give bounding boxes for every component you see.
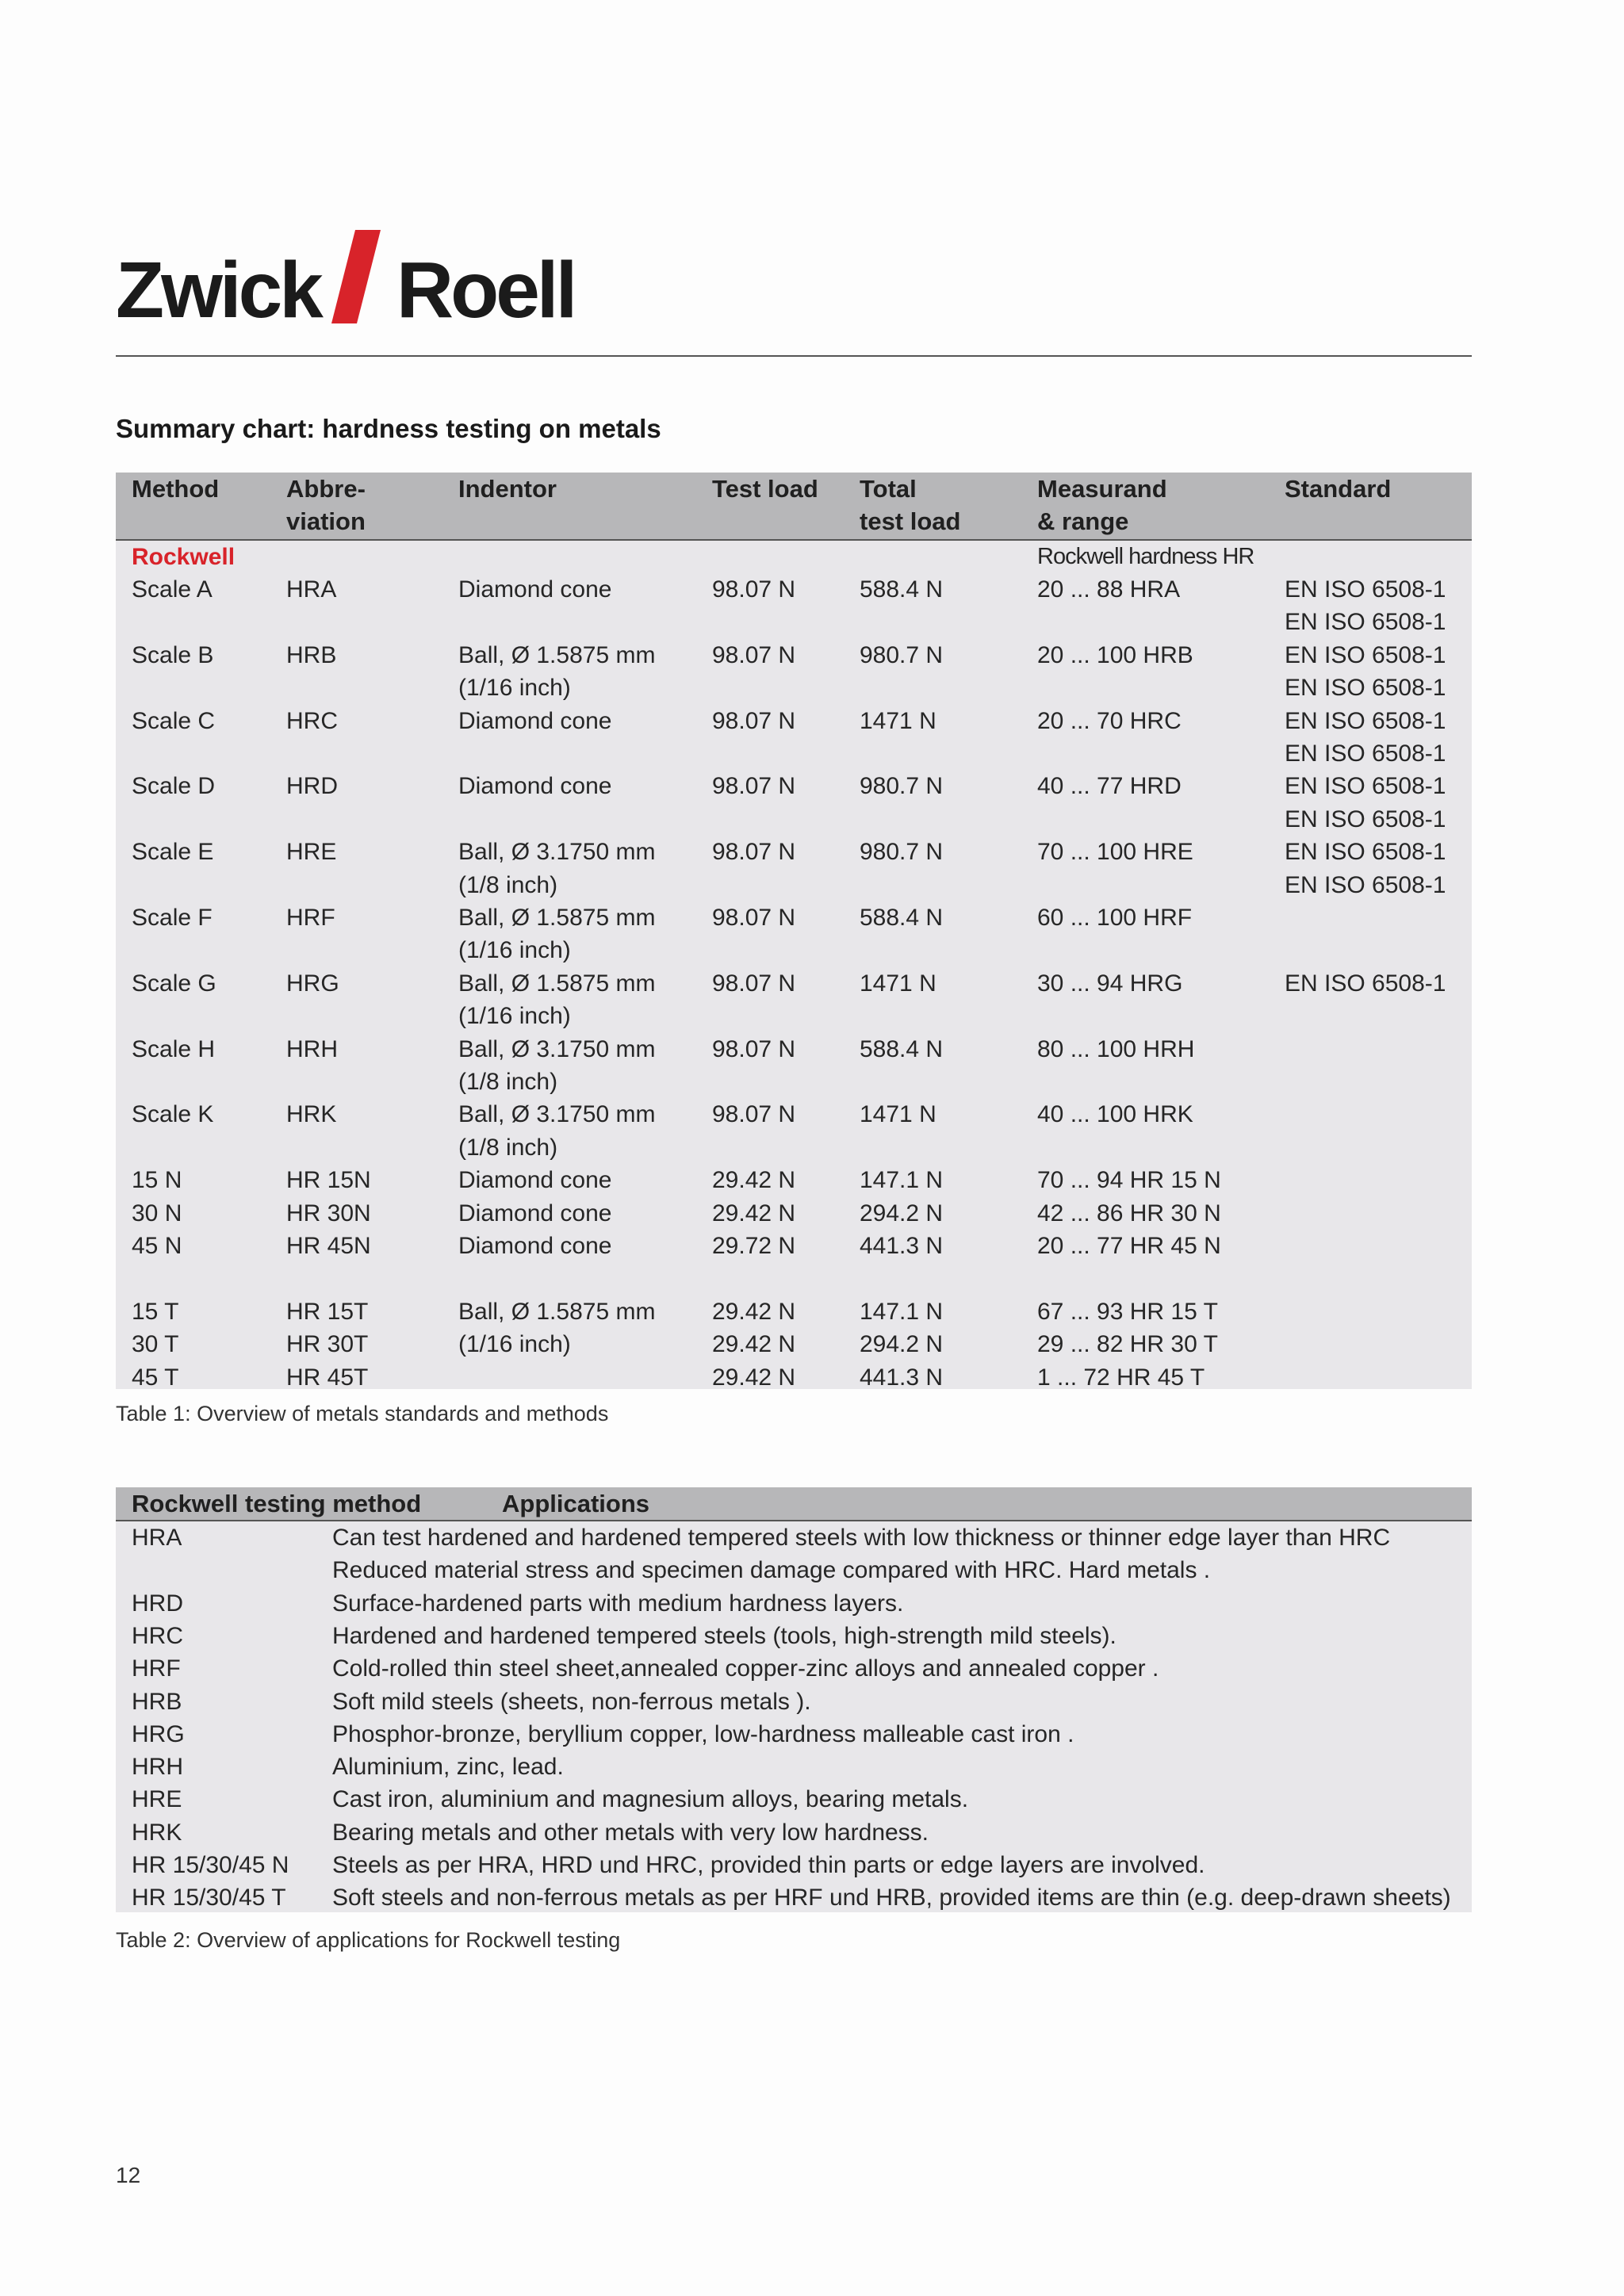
app-row-text: Phosphor-bronze, beryllium copper, low-hardness malleable cast iron . (332, 1720, 1074, 1747)
app-row-method: HR 15/30/45 T (132, 1885, 286, 1911)
row-test-load: 29.42 N (712, 1167, 796, 1194)
row-indentor: Ball, Ø 1.5875 mm (458, 1298, 656, 1325)
row-test-load: 98.07 N (712, 707, 796, 734)
row-total-load: 980.7 N (860, 839, 944, 866)
row-test-load: 29.42 N (712, 1200, 796, 1226)
col-method: Method (132, 475, 220, 503)
app-row-method: HR 15/30/45 N (132, 1852, 289, 1878)
row-range: 20 ... 77 HR 45 N (1037, 1233, 1221, 1259)
row-test-load: 98.07 N (712, 576, 796, 603)
row-indentor: Ball, Ø 1.5875 mm (458, 905, 656, 931)
applications-table-header (116, 1487, 1472, 1521)
row-method: Scale D (132, 773, 216, 800)
brand-slash-icon (320, 227, 396, 330)
row-test-load: 98.07 N (712, 641, 796, 668)
row-method: Scale K (132, 1101, 214, 1128)
row-range: 20 ... 88 HRA (1037, 576, 1181, 603)
hardness-table (116, 473, 1472, 1389)
row-range: 30 ... 94 HRG (1037, 970, 1183, 997)
header-rule (116, 355, 1472, 357)
col-test-load: Test load (712, 475, 818, 503)
row-total-load: 980.7 N (860, 641, 944, 668)
row-method: 30 T (132, 1331, 179, 1358)
table1-caption: Table 1: Overview of metals standards and methods (116, 1402, 609, 1425)
row-method: Scale G (132, 970, 216, 997)
hardness-table-header (116, 473, 1472, 541)
row-indentor: Ball, Ø 1.5875 mm (458, 641, 656, 668)
row-abbreviation: HRA (286, 576, 337, 603)
col-measurand-1: Measurand (1037, 475, 1167, 503)
app-row-text: Bearing metals and other metals with very low hardness. (332, 1819, 929, 1846)
row-test-load: 29.42 N (712, 1298, 796, 1325)
row-abbreviation: HRB (286, 641, 337, 668)
row-abbreviation: HR 15N (286, 1167, 371, 1194)
app-row-method: HRH (132, 1754, 183, 1781)
app-row-text: Soft steels and non-ferrous metals as per HRF und HRB, provided items are thin (e.g. deep-drawn sheets) (332, 1885, 1451, 1911)
app-row-text: Soft mild steels (sheets, non-ferrous metals ). (332, 1688, 811, 1715)
row-total-load: 1471 N (860, 970, 936, 997)
row-total-load: 441.3 N (860, 1233, 944, 1259)
app-row-method: HRD (132, 1590, 183, 1617)
row-abbreviation: HR 30T (286, 1331, 369, 1358)
row-total-load: 147.1 N (860, 1167, 944, 1194)
row-range: 1 ... 72 HR 45 T (1037, 1364, 1205, 1391)
app-row-text: Reduced material stress and specimen damage compared with HRC. Hard metals . (332, 1557, 1211, 1584)
row-abbreviation: HR 30N (286, 1200, 371, 1226)
app-row-text: Cast iron, aluminium and magnesium alloys, bearing metals. (332, 1786, 969, 1813)
row-method: Scale C (132, 707, 216, 734)
row-standard: EN ISO 6508-1 (1285, 576, 1446, 603)
row-standard-2: EN ISO 6508-1 (1285, 675, 1446, 702)
row-total-load: 1471 N (860, 707, 936, 734)
row-standard-2: EN ISO 6508-1 (1285, 609, 1446, 636)
row-range: 80 ... 100 HRH (1037, 1035, 1195, 1062)
row-indentor: Diamond cone (458, 576, 612, 603)
row-abbreviation: HRD (286, 773, 338, 800)
row-test-load: 29.72 N (712, 1233, 796, 1259)
row-range: 60 ... 100 HRF (1037, 905, 1193, 931)
page-number: 12 (116, 2163, 141, 2187)
row-abbreviation: HRK (286, 1101, 337, 1128)
group-measurand: Rockwell hardness HR (1037, 544, 1254, 569)
row-range: 20 ... 70 HRC (1037, 707, 1182, 734)
row-range: 67 ... 93 HR 15 T (1037, 1298, 1218, 1325)
row-method: 15 T (132, 1298, 179, 1325)
row-test-load: 98.07 N (712, 839, 796, 866)
app-row-method: HRG (132, 1720, 185, 1747)
row-abbreviation: HRC (286, 707, 338, 734)
row-test-load: 98.07 N (712, 970, 796, 997)
row-indentor: Diamond cone (458, 707, 612, 734)
row-standard: EN ISO 6508-1 (1285, 839, 1446, 866)
row-method: Scale F (132, 905, 213, 931)
row-range: 70 ... 94 HR 15 N (1037, 1167, 1221, 1194)
row-total-load: 294.2 N (860, 1200, 944, 1226)
row-method: Scale E (132, 839, 214, 866)
row-abbreviation: HR 45T (286, 1364, 369, 1391)
app-row-text: Surface-hardened parts with medium hardness layers. (332, 1590, 904, 1617)
col-indentor: Indentor (458, 475, 557, 503)
brand-logo (116, 227, 575, 335)
row-indentor: Diamond cone (458, 773, 612, 800)
row-abbreviation: HRF (286, 905, 335, 931)
col-measurand-2: & range (1037, 507, 1129, 535)
row-method: 15 N (132, 1167, 182, 1194)
app-row-method: HRF (132, 1655, 181, 1682)
col-total-1: Total (860, 475, 917, 503)
row-abbreviation: HRG (286, 970, 339, 997)
row-test-load: 98.07 N (712, 905, 796, 931)
row-total-load: 294.2 N (860, 1331, 944, 1358)
row-range: 40 ... 100 HRK (1037, 1101, 1193, 1128)
row-method: 45 N (132, 1233, 182, 1259)
app-row-method: HRA (132, 1525, 182, 1551)
row-test-load: 98.07 N (712, 1035, 796, 1062)
col-abbr-1: Abbre- (286, 475, 366, 503)
row-indentor: Diamond cone (458, 1200, 612, 1226)
row-test-load: 29.42 N (712, 1364, 796, 1391)
app-row-method: HRC (132, 1622, 183, 1649)
row-method: Scale B (132, 641, 214, 668)
col-testing-method: Rockwell testing method (132, 1490, 422, 1517)
app-row-text: Can test hardened and hardened tempered steels with low thickness or thinner edge layer than HRC (332, 1525, 1391, 1551)
row-range: 20 ... 100 HRB (1037, 641, 1193, 668)
app-row-text: Aluminium, zinc, lead. (332, 1754, 564, 1781)
brand-logo-left: Zwick (116, 246, 320, 335)
row-indentor: Ball, Ø 3.1750 mm (458, 1101, 656, 1128)
row-method: 30 N (132, 1200, 182, 1226)
app-row-method: HRE (132, 1786, 182, 1813)
app-row-text: Hardened and hardened tempered steels (tools, high-strength mild steels). (332, 1622, 1116, 1649)
app-row-text: Steels as per HRA, HRD und HRC, provided thin parts or edge layers are involved. (332, 1852, 1205, 1878)
row-indentor: Diamond cone (458, 1233, 612, 1259)
row-total-load: 588.4 N (860, 905, 944, 931)
row-indentor-note: (1/16 inch) (458, 937, 571, 964)
row-method: Scale A (132, 576, 213, 603)
row-standard: EN ISO 6508-1 (1285, 970, 1446, 997)
app-row-method: HRK (132, 1819, 182, 1846)
row-standard-2: EN ISO 6508-1 (1285, 740, 1446, 767)
row-abbreviation: HRH (286, 1035, 338, 1062)
page-title: Summary chart: hardness testing on metals (116, 414, 661, 443)
col-applications: Applications (502, 1490, 650, 1517)
row-indentor: Ball, Ø 1.5875 mm (458, 970, 656, 997)
row-indentor: (1/16 inch) (458, 1331, 571, 1358)
applications-table (116, 1487, 1472, 1912)
row-standard: EN ISO 6508-1 (1285, 773, 1446, 800)
row-abbreviation: HRE (286, 839, 337, 866)
group-label-rockwell: Rockwell (132, 544, 236, 570)
row-indentor-note: (1/8 inch) (458, 1134, 558, 1161)
row-indentor: Ball, Ø 3.1750 mm (458, 839, 656, 866)
col-total-2: test load (860, 507, 961, 535)
row-total-load: 588.4 N (860, 1035, 944, 1062)
row-total-load: 980.7 N (860, 773, 944, 800)
row-standard: EN ISO 6508-1 (1285, 641, 1446, 668)
row-standard-2: EN ISO 6508-1 (1285, 806, 1446, 832)
row-total-load: 588.4 N (860, 576, 944, 603)
row-indentor: Diamond cone (458, 1167, 612, 1194)
row-total-load: 441.3 N (860, 1364, 944, 1391)
row-abbreviation: HR 15T (286, 1298, 369, 1325)
row-indentor-note: (1/8 inch) (458, 871, 558, 898)
app-row-method: HRB (132, 1688, 182, 1715)
row-range: 70 ... 100 HRE (1037, 839, 1193, 866)
row-method: Scale H (132, 1035, 216, 1062)
row-indentor: Ball, Ø 3.1750 mm (458, 1035, 656, 1062)
row-test-load: 98.07 N (712, 1101, 796, 1128)
row-test-load: 29.42 N (712, 1331, 796, 1358)
col-abbr-2: viation (286, 507, 366, 535)
row-abbreviation: HR 45N (286, 1233, 371, 1259)
row-total-load: 1471 N (860, 1101, 936, 1128)
table2-caption: Table 2: Overview of applications for Rockwell testing (116, 1928, 621, 1952)
brand-logo-right: Roell (396, 246, 575, 335)
col-standard: Standard (1285, 475, 1392, 503)
row-indentor-note: (1/8 inch) (458, 1069, 558, 1095)
row-indentor-note: (1/16 inch) (458, 1003, 571, 1030)
row-total-load: 147.1 N (860, 1298, 944, 1325)
row-range: 40 ... 77 HRD (1037, 773, 1182, 800)
app-row-text: Cold-rolled thin steel sheet,annealed copper-zinc alloys and annealed copper . (332, 1655, 1159, 1682)
row-standard-2: EN ISO 6508-1 (1285, 871, 1446, 898)
row-range: 42 ... 86 HR 30 N (1037, 1200, 1221, 1226)
row-range: 29 ... 82 HR 30 T (1037, 1331, 1218, 1358)
row-method: 45 T (132, 1364, 179, 1391)
row-test-load: 98.07 N (712, 773, 796, 800)
row-indentor-note: (1/16 inch) (458, 675, 571, 702)
row-standard: EN ISO 6508-1 (1285, 707, 1446, 734)
